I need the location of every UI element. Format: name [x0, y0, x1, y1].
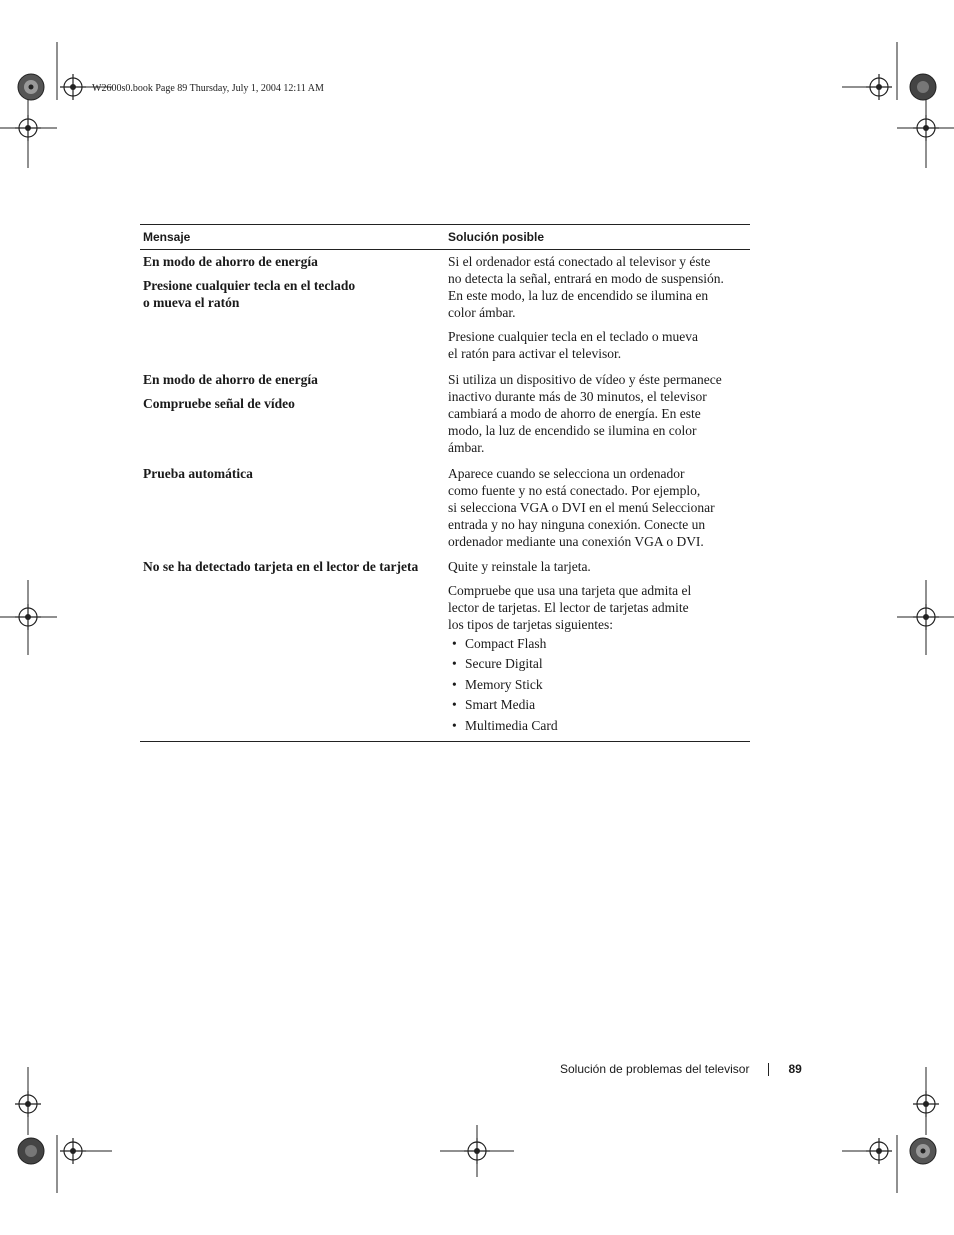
table-row — [140, 558, 750, 741]
list-item: • Compact Flash — [452, 635, 750, 655]
solution-text: Presione cualquier tecla en el teclado o mueva el ratón para activar el televisor. — [448, 329, 699, 361]
message-text: Presione cualquier tecla en el teclado o mueva el ratón — [143, 278, 356, 310]
table-row — [140, 371, 750, 465]
card-type-list — [448, 635, 750, 737]
list-item: • Memory Stick — [452, 676, 750, 696]
message-text: En modo de ahorro de energía — [143, 372, 318, 387]
solution-text: Quite y reinstale la tarjeta. — [448, 559, 591, 574]
solution-text: Aparece cuando se selecciona un ordenador como fuente y no está conectado. Por ejemplo, si selecciona VGA o DVI en el menú Seleccionar entrada y no hay ninguna conexión. Conecte un ordenador mediante una conexión VGA o DVI. — [448, 466, 715, 549]
column-header-solution: Solución posible — [448, 230, 545, 244]
troubleshooting-table — [140, 224, 750, 742]
message-text: Prueba automática — [143, 466, 253, 481]
footer-separator — [768, 1063, 769, 1076]
solution-text: Compruebe que usa una tarjeta que admita el lector de tarjetas. El lector de tarjetas admite los tipos de tarjetas siguientes: — [448, 583, 692, 632]
solution-text: Si utiliza un dispositivo de vídeo y éste permanece inactivo durante más de 30 minutos, el televisor cambiará a modo de ahorro de energía. En este modo, la luz de encendido se ilumina en color ámbar. — [448, 372, 722, 455]
table-row — [140, 465, 750, 558]
message-text: No se ha detectado tarjeta en el lector de tarjeta — [143, 559, 419, 574]
list-item: • Secure Digital — [452, 655, 750, 675]
message-text: Compruebe señal de vídeo — [143, 396, 295, 411]
print-slug-line: W2600s0.book Page 89 Thursday, July 1, 2004 12:11 AM — [92, 83, 324, 94]
list-item: • Multimedia Card — [452, 717, 750, 737]
page-number: 89 — [788, 1062, 802, 1076]
page-footer — [560, 1062, 824, 1076]
list-item: • Smart Media — [452, 696, 750, 716]
table-row — [140, 250, 750, 371]
message-text: En modo de ahorro de energía — [143, 254, 318, 269]
solution-text: Si el ordenador está conectado al televisor y éste no detecta la señal, entrará en modo de suspensión. En este modo, la luz de encendido se ilumina en color ámbar. — [448, 254, 724, 320]
column-header-message: Mensaje — [143, 230, 191, 244]
table-header-row — [140, 225, 750, 250]
footer-section-title: Solución de problemas del televisor — [560, 1062, 750, 1076]
